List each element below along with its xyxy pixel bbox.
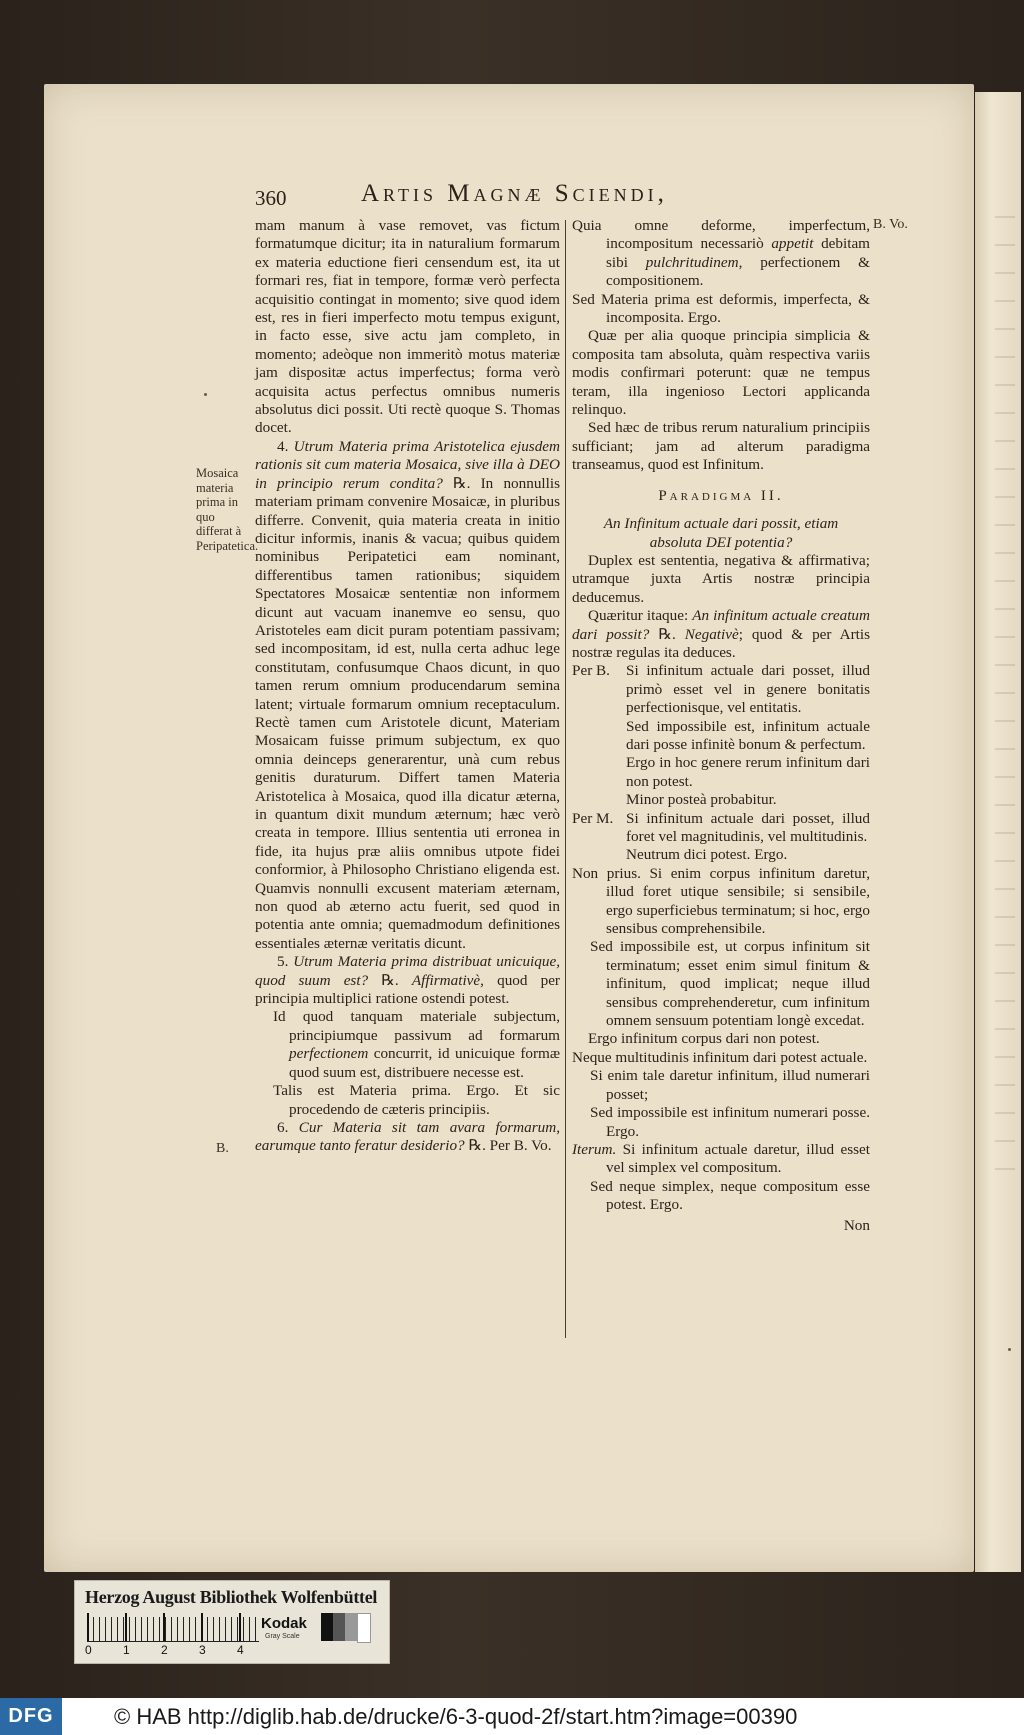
paragraph: Minor posteà probabitur. bbox=[626, 791, 777, 809]
margin-note-b: B. bbox=[216, 1141, 229, 1156]
paragraph: Id quod tanquam materiale subjectum, principiumque passivum ad formarum perfectionem concurrit, id unicuique formæ quod suum est, distribuere necesse est. bbox=[273, 1008, 560, 1081]
print-mark bbox=[204, 393, 207, 396]
ruler-numbers bbox=[85, 1643, 265, 1659]
gray-swatch-white bbox=[357, 1613, 371, 1643]
dfg-logo: DFG bbox=[0, 1698, 62, 1735]
paragraph bbox=[572, 662, 870, 717]
paragraph: Neutrum dici potest. Ergo. bbox=[626, 846, 788, 864]
institution-label: Herzog August Bibliothek Wolfenbüttel bbox=[85, 1587, 378, 1607]
paragraph: 6. Cur Materia sit tam avara formarum, earumque tanto feratur desiderio? ℞. Per B. Vo. bbox=[255, 1118, 561, 1155]
paragraph: Sed impossibile est infinitum numerari posse. Ergo. bbox=[590, 1104, 870, 1140]
right-column bbox=[572, 217, 870, 1235]
page-header bbox=[255, 180, 895, 220]
argument-label: Per B. bbox=[572, 662, 610, 680]
paragraph bbox=[572, 810, 870, 847]
paragraph: Quæ per alia quoque principia simplicia & composita tam absoluta, quàm respectiva variis modis confirmari poterunt: quæ ne tempus teram, illa ingenioso Lectori applicanda relinquo. bbox=[572, 327, 870, 419]
paragraph: Talis est Materia prima. Ergo. Et sic procedendo de cæteris principiis. bbox=[273, 1082, 560, 1118]
ruler-major-ticks bbox=[87, 1613, 259, 1641]
paragraph: Sed impossibile est, infinitum actuale dari posse infinitè bonum & perfectum. bbox=[626, 717, 870, 753]
ruler-number: 2 bbox=[161, 1643, 168, 1657]
gray-swatch-dark bbox=[333, 1613, 345, 1641]
paragraph: Quæritur itaque: An infinitum actuale creatum dari possit? ℞. Negativè; quod & per Artis nostræ regulas ita deduces. bbox=[572, 607, 870, 661]
ruler-number: 0 bbox=[85, 1643, 92, 1657]
paragraph: Sed neque simplex, neque compositum esse potest. Ergo. bbox=[590, 1177, 870, 1214]
left-column bbox=[255, 217, 560, 1156]
argument-text: Si infinitum actuale dari posset, illud primò esset vel in genere bonitatis perfectionisque, vel entitatis. bbox=[626, 662, 870, 717]
copyright-link[interactable]: © HAB http://diglib.hab.de/drucke/6-3-quod-2f/start.htm?image=00390 bbox=[114, 1703, 798, 1729]
paragraph: Si enim tale daretur infinitum, illud numerari posset; bbox=[590, 1067, 870, 1103]
paragraph: Ergo in hoc genere rerum infinitum dari non potest. bbox=[626, 754, 870, 790]
footer-bar bbox=[0, 1698, 1024, 1735]
paragraph: An Infinitum actuale dari possit, etiam absoluta DEI potentia? bbox=[603, 515, 839, 551]
running-title: Artis Magnæ Sciendi, bbox=[361, 180, 668, 207]
paragraph: Sed Materia prima est deformis, imperfecta, & incomposita. Ergo. bbox=[572, 290, 870, 327]
paragraph: Non bbox=[843, 1216, 870, 1234]
margin-note-bvo: B. Vo. bbox=[873, 217, 908, 232]
gray-swatch-mid bbox=[345, 1613, 357, 1641]
column-divider bbox=[565, 220, 566, 1338]
paragraph: 5. Utrum Materia prima distribuat unicuique, quod suum est? ℞. Affirmativè, quod per principia multiplici ratione ostendi potest. bbox=[255, 953, 560, 1008]
color-calibration-bar bbox=[74, 1580, 390, 1664]
ruler-number: 4 bbox=[237, 1643, 244, 1657]
paragraph: mam manum à vase removet, vas fictum formatumque dicitur; ita in naturalium formarum ex materia eductione fieri censendum est, ita ut formari res, fiat in tempore, formæ verò perfecta acquisitio contingat in momento; sive quod idem est, res in fieri imperfecto motu tempus exigunt, in facto esse, sive actu jam completo, in momento; adeòque non immeritò motus materiæ jam dispositæ actus imperfectus; forma verò acquisita actus perfectus omnibus numeris absolutus dici possit. Uti rectè quoque S. Thomas docet. bbox=[255, 217, 560, 437]
print-mark bbox=[1008, 1348, 1011, 1351]
page-number: 360 bbox=[255, 186, 287, 210]
paragraph: Sed hæc de tribus rerum naturalium principiis sufficiant; jam ad alterum paradigma transeamus, quod est Infinitum. bbox=[572, 419, 870, 474]
paragraph: Sed impossibile est, ut corpus infinitum sit terminatum; esset enim simul finitum & infinitum, quod implicat; neque illud sensibus comprehenderetur, cum infinitum omnem sensuum potentiam longè excedat. bbox=[590, 938, 870, 1030]
facing-page-bleed bbox=[995, 190, 1015, 1190]
paragraph: 4. Utrum Materia prima Aristotelica ejusdem rationis sit cum materia Mosaica, sive illa à DEO in principio rerum condita? ℞. In nonnullis materiam primam convenire Mosaicæ, in pluribus differre. Convenit, quia materia creata in initio dicitur informis, inanis & vacua; quibus quidem nominibus Peripatetici eam nominant, differentibus tamen rationibus; siquidem Spectatores Mosaicæ sententiæ non informem dicunt aut vacuam inanemve eo sensu, quo Aristoteles eam dicit puram potentiam passivam; sed incompositam, id est, nulla certa adhuc lege constitutam, confusumque Chaos dicunt, in quo tamen rerum omnium producendarum semina latent; virtuale formarum omnium receptaculum. Rectè tamen cum Aristotele dicunt, Materiam Mosaicam fuisse primum subjectum, ex quo omnia deinceps generarentur, unà cum rebus genitis duraturum. Differt tamen Materia Aristotelica à Mosaica, quod illa dicatur æterna, in quantum dixit mundum æternum; hæc verò creata in tempore. Illius sententia uti erronea in fide, ita hujus præ aliis omnibus utpote fidei conformior, à Philosopho Christiano eligenda est. Quamvis nonnulli excusent materiam æternam, non quod ab æterno actu fuerit, sed quod in potentia ante omnia; quemadmodum definitiones essentiales æternæ veritatis dicunt. bbox=[255, 437, 561, 952]
argument-label: Per M. bbox=[572, 809, 614, 827]
margin-note-left: Mosaica materia prima in quo differat à Peripatetica. bbox=[196, 466, 259, 553]
ruler-number: 1 bbox=[123, 1643, 130, 1657]
ruler-number: 3 bbox=[199, 1643, 206, 1657]
paragraph: Paradigma II. bbox=[658, 487, 784, 504]
paragraph: Non prius. Si enim corpus infinitum daretur, illud foret utique sensibile; si sensibile, ergo superficiebus terminatum; si hoc, ergo sensibus comprehensibile. bbox=[572, 864, 870, 938]
paragraph: Duplex est sententia, negativa & affirmativa; utramque juxta Artis nostræ principia deducemus. bbox=[572, 551, 870, 606]
kodak-label: Kodak bbox=[261, 1615, 307, 1632]
gray-swatch-black bbox=[321, 1613, 333, 1641]
paragraph: Neque multitudinis infinitum dari potest actuale. bbox=[572, 1048, 868, 1066]
argument-text: Si infinitum actuale dari posset, illud foret vel magnitudinis, vel multitudinis. bbox=[626, 809, 870, 845]
grayscale-label: Gray Scale bbox=[265, 1633, 300, 1640]
paragraph: Iterum. Si infinitum actuale daretur, illud esset vel simplex vel compositum. bbox=[572, 1140, 870, 1177]
paragraph: Ergo infinitum corpus dari non potest. bbox=[588, 1030, 820, 1048]
paragraph: Quia omne deforme, imperfectum, incompositum necessariò appetit debitam sibi pulchritudinem, perfectionem & compositionem. bbox=[572, 217, 870, 290]
